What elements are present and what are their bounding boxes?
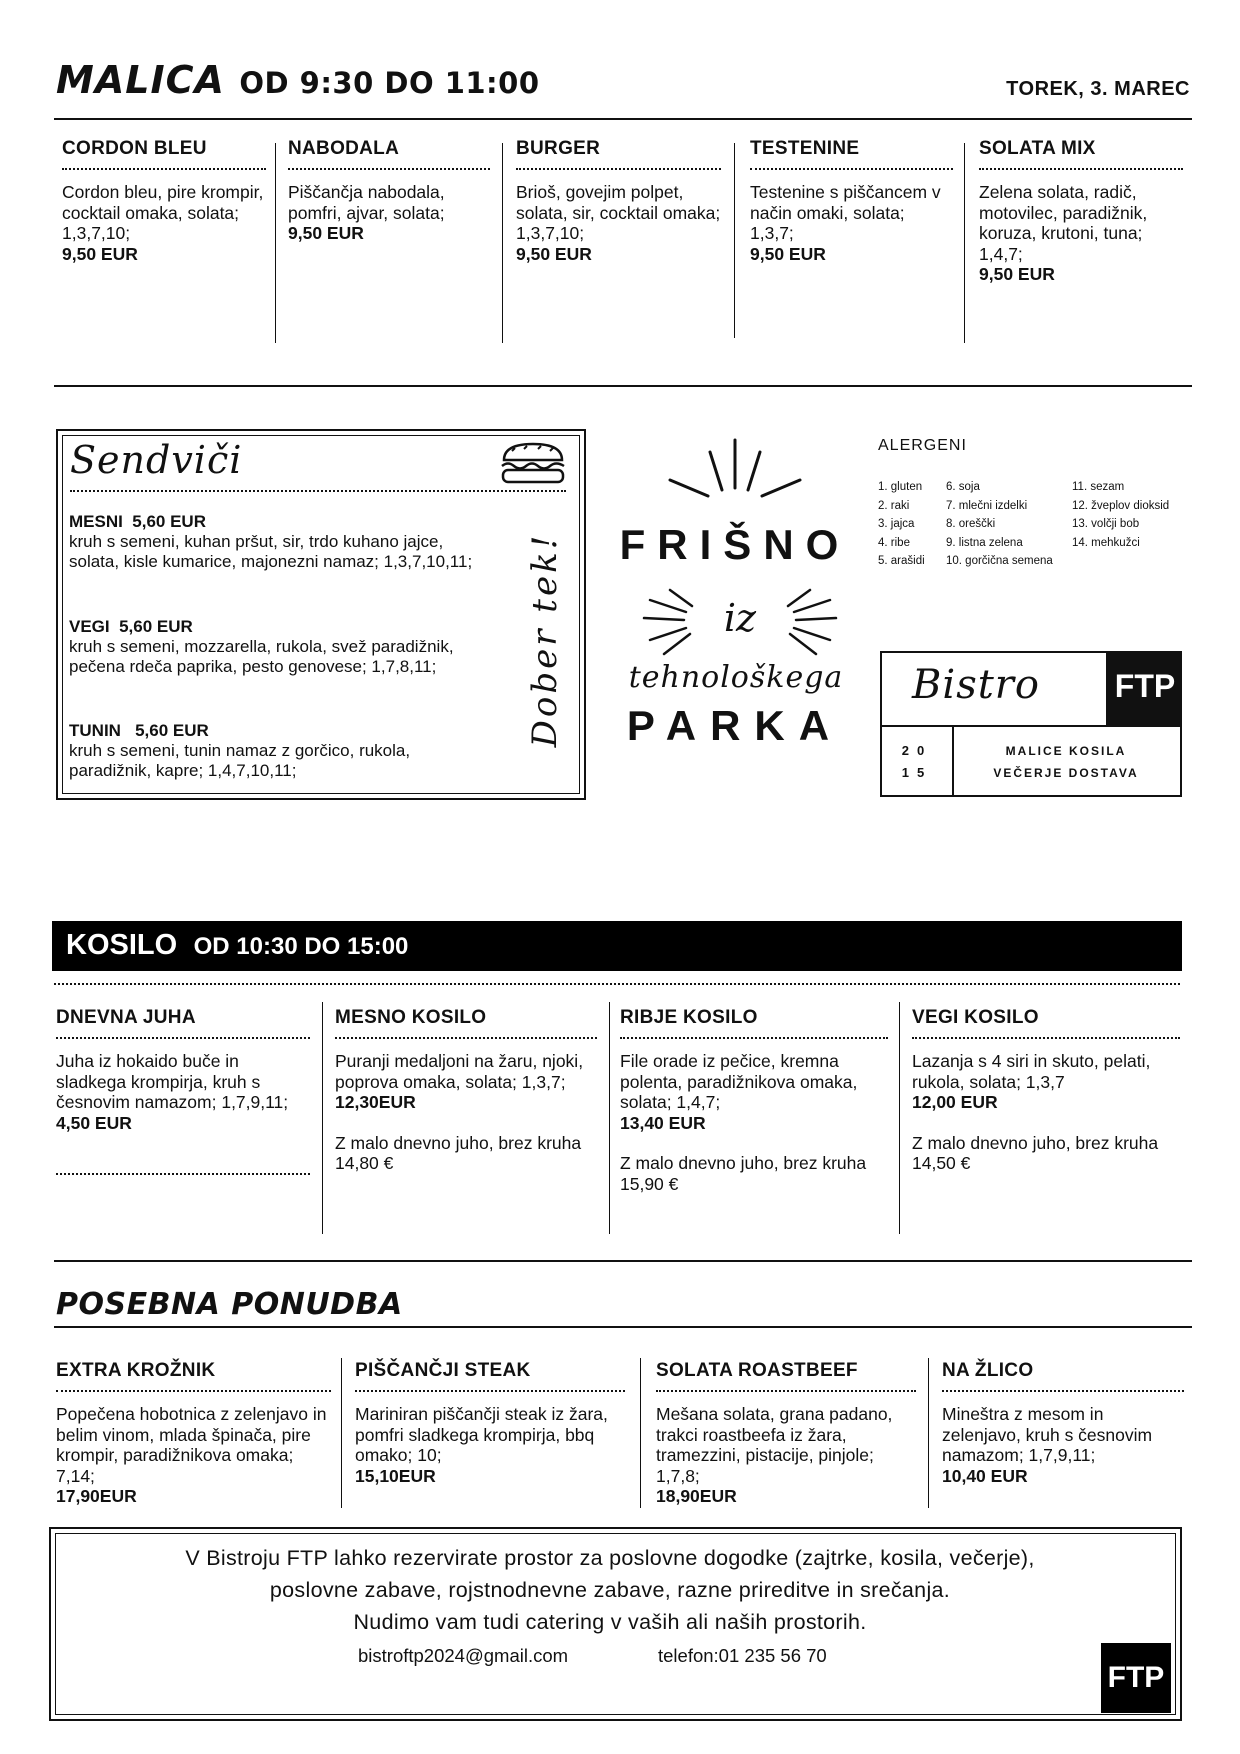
dotted-divider [620,1037,888,1039]
dotted-divider [656,1390,916,1392]
kosilo-item [912,1007,1180,1174]
dish-title: CORDON BLEU [62,138,207,159]
dish-price: 12,00 EUR [912,1092,998,1112]
iz-word: iz [723,596,757,640]
frisno-word: FRIŠNO [619,521,851,568]
special-item [942,1360,1184,1486]
malica-item [979,138,1183,285]
dish-title: MESNO KOSILO [335,1007,487,1028]
dish-description: Mineštra z mesom in zelenjavo, kruh s česnovim namazom; 1,7,9,11; [942,1404,1153,1465]
dish-soup-option: Z malo dnevno juho, brez kruha 14,80 € [335,1132,582,1173]
allergen-item: 10. gorčična semena [946,555,1053,567]
dish-description: Brioš, govejim polpet, solata, sir, cocktail omaka; 1,3,7,10; [516,182,721,243]
sandwich-description: kruh s semeni, mozzarella, rukola, svež paradižnik, pečena rdeča paprika, pesto genovese; 1,7,8,11; [69,637,454,676]
allergens-list [946,478,1053,571]
dotted-divider [516,168,721,170]
dish-price: 9,50 EUR [288,223,364,243]
allergen-item: 7. mlečni izdelki [946,499,1028,512]
contact-phone: telefon:01 235 56 70 [658,1645,827,1666]
column-divider [899,1002,900,1234]
dish-price: 9,50 EUR [516,243,592,264]
malica-item [516,138,721,264]
sandwich-title-price: VEGI 5,60 EUR [69,617,193,636]
dish-title: TESTENINE [750,138,860,159]
allergen-item: 11. sezam [1072,481,1125,493]
sandwich-description: kruh s semeni, tunin namaz z gorčico, rukola, paradižnik, kapre; 1,4,7,10,11; [69,741,411,780]
allergen-item: 9. listna zelena [946,536,1023,549]
kosilo-time: OD 10:30 DO 15:00 [193,933,409,960]
column-divider [341,1358,342,1508]
dish-price: 9,50 EUR [62,243,138,264]
kosilo-item [56,1007,310,1175]
dish-description: Testenine s piščancem v način omaki, solata; 1,3,7; [750,182,941,243]
dish-soup-option: Z malo dnevno juho, brez kruha 15,90 € [620,1153,867,1194]
kosilo-item [620,1007,888,1194]
sandwich-item [69,512,497,572]
allergen-item: 3. jajca [878,518,915,530]
sandwich-description: kruh s semeni, kuhan pršut, sir, trdo kuhano jajce, solata, kisle kumarice, majonezni namaz; 1,3,7,10,11; [69,532,473,571]
dish-price: 9,50 EUR [979,264,1055,284]
column-divider [502,143,503,343]
special-offer-title: POSEBNA PONUDBA [56,1287,403,1322]
dish-price: 10,40 EUR [942,1465,1028,1486]
allergen-item: 4. ribe [878,536,910,549]
sandwich-title-price: MESNI 5,60 EUR [69,512,206,531]
footer-line: Nudimo vam tudi catering v vaših ali naših prostorih. [353,1610,867,1634]
allergen-item: 8. oreščki [946,518,996,530]
malica-item [62,138,266,264]
dish-title: SOLATA ROASTBEEF [656,1360,858,1381]
dish-title: BURGER [516,138,601,159]
bistro-name: Bistro [912,662,1040,708]
dish-description: Mariniran piščančji steak iz žara, pomfri sladkega krompirja, bbq omako; 10; [355,1404,608,1465]
dish-title: DNEVNA JUHA [56,1007,196,1028]
special-item [56,1360,331,1507]
allergen-item: 5. arašidi [878,555,925,567]
allergen-item: 2. raki [878,499,910,512]
allergen-item: 12. žveplov dioksid [1072,499,1170,512]
dotted-divider [750,168,953,170]
dish-title: EXTRA KROŽNIK [56,1360,216,1381]
column-divider [322,1002,323,1234]
dotted-divider [979,168,1183,170]
column-divider [275,143,276,343]
footer-line: poslovne zabave, rojstnodnevne zabave, razne prireditve in srečanja. [269,1578,951,1602]
contact-email: bistroftp2024@gmail.com [358,1645,569,1666]
malica-item [288,138,490,244]
allergen-item: 14. mehkužci [1072,536,1140,549]
special-item [355,1360,625,1486]
dotted-divider [56,1173,310,1175]
dober-tek-text: Dober tek! [525,532,565,748]
dotted-divider [54,983,1180,985]
special-item [656,1360,916,1507]
allergen-item: 1. gluten [878,481,923,493]
dish-title: RIBJE KOSILO [620,1007,758,1028]
footer-text [60,1542,1160,1638]
dish-description: Zelena solata, radič, motovilec, paradižnik, koruza, krutoni, tuna; 1,4,7; [979,182,1148,264]
divider [54,1326,1192,1328]
dish-description: Piščančja nabodala, pomfri, ajvar, solata; [288,182,445,223]
column-divider [609,1002,610,1234]
allergens-list [878,478,925,571]
sandwich-icon [498,442,568,484]
dish-description: Popečena hobotnica z zelenjavo in belim vinom, mlada špinača, pire krompir, paradižnikova omaka; 7,14; [56,1404,327,1486]
dotted-divider [355,1390,625,1392]
dish-title: NA ŽLICO [942,1360,1034,1381]
bistro-year [882,740,952,784]
dish-price: 4,50 EUR [56,1112,132,1133]
tehnoloskega-word: tehnološkega [628,660,844,695]
divider [54,385,1192,387]
parka-word: PARKA [626,702,844,749]
dish-price: 18,90EUR [656,1486,737,1506]
dotted-divider [288,168,490,170]
dotted-divider [942,1390,1184,1392]
services-line: VEČERJE DOSTAVA [993,766,1139,780]
allergens-list [1072,478,1169,552]
dish-title: SOLATA MIX [979,138,1096,159]
sandwich-item [69,617,497,677]
dotted-divider [62,168,266,170]
dish-price: 9,50 EUR [750,243,826,264]
kosilo-heading [66,929,408,962]
allergens-title: ALERGENI [878,437,967,454]
dish-description: Cordon bleu, pire krompir, cocktail omaka, solata; 1,3,7,10; [62,182,264,243]
dish-description: Puranji medaljoni na žaru, njoki, poprova omaka, solata; 1,3,7; [335,1051,584,1092]
dotted-divider [70,490,566,492]
dish-title: VEGI KOSILO [912,1007,1039,1028]
year-top: 20 [901,743,933,758]
malica-title: MALICA [56,58,225,102]
footer-line: V Bistroju FTP lahko rezervirate prostor za poslovne dogodke (zajtrke, kosila, večerje), [185,1546,1035,1570]
dotted-divider [335,1037,597,1039]
dish-price: 12,30EUR [335,1092,416,1112]
sandwich-title: Sendviči [70,438,243,482]
allergen-item: 6. soja [946,481,980,493]
malica-heading [56,58,540,102]
dish-price: 13,40 EUR [620,1112,706,1133]
bistro-services [952,740,1180,784]
kosilo-title: KOSILO [66,929,178,961]
dish-description: File orade iz pečice, kremna polenta, paradižnikova omaka, solata; 1,4,7; [620,1051,858,1112]
column-divider [640,1358,641,1508]
column-divider [964,143,965,343]
malica-time: OD 9:30 DO 11:00 [239,66,540,100]
column-divider [734,143,735,338]
year-bottom: 15 [901,765,933,780]
dotted-divider [56,1390,331,1392]
dish-description: Mešana solata, grana padano, trakci roastbeefa iz žara, tramezzini, pistacije, pinjole; 1,7,8; [656,1404,893,1486]
ftp-logo-text: FTP [1107,1661,1165,1694]
dish-title: NABODALA [288,138,400,159]
dish-description: Juha iz hokaido buče in sladkega krompirja, kruh s česnovim namazom; 1,7,9,11; [56,1051,289,1112]
sunburst-icon [660,438,810,508]
dish-price: 17,90EUR [56,1486,137,1506]
dish-soup-option: Z malo dnevno juho, brez kruha 14,50 € [912,1132,1159,1173]
divider [54,118,1192,120]
dish-title: PIŠČANČJI STEAK [355,1360,531,1381]
sandwich-title-price: TUNIN 5,60 EUR [69,721,209,740]
dish-description: Lazanja s 4 siri in skuto, pelati, rukola, solata; 1,3,7 [912,1051,1151,1092]
dotted-divider [912,1037,1180,1039]
divider [54,1260,1192,1262]
kosilo-item [335,1007,597,1174]
dotted-divider [56,1037,310,1039]
column-divider [928,1358,929,1508]
services-line: MALICE KOSILA [1005,744,1127,758]
menu-date: TOREK, 3. MAREC [1006,78,1190,100]
dish-price: 15,10EUR [355,1465,436,1486]
malica-item [750,138,953,264]
sandwich-item [69,721,497,781]
ftp-logo [1101,1643,1171,1713]
allergen-item: 13. volčji bob [1072,518,1140,530]
bistro-tag: FTP [1114,668,1176,704]
